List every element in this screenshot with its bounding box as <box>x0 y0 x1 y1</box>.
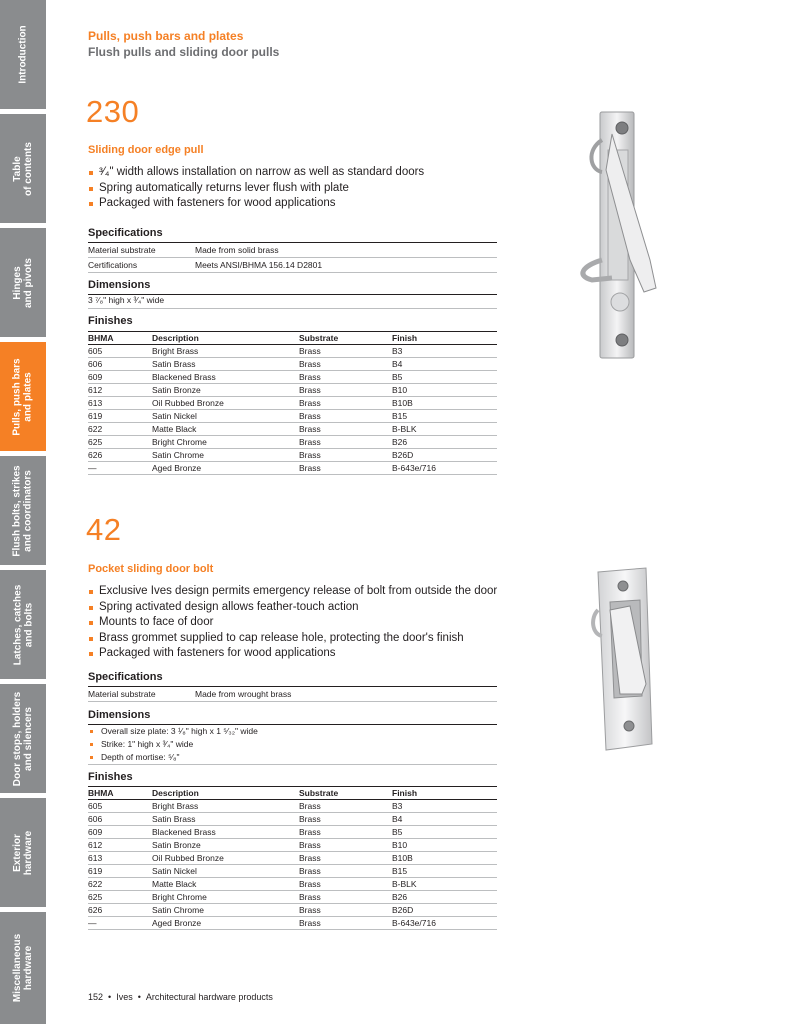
tab-label: Hinges <box>12 265 24 300</box>
tab-label: Exterior <box>12 833 23 872</box>
tab-label-line2: and silencers <box>23 706 35 771</box>
cell: 612 <box>88 839 152 852</box>
door-bolt-illustration <box>590 566 660 754</box>
cell: Brass <box>299 839 392 852</box>
cell: Brass <box>299 878 392 891</box>
dimensions-title: Dimensions <box>88 279 151 291</box>
column-header: Description <box>152 332 299 345</box>
cell: B4 <box>392 813 497 826</box>
feature-list <box>88 584 497 662</box>
footer-title: Architectural hardware products <box>145 992 273 1002</box>
cell: — <box>88 462 152 475</box>
cell: Brass <box>299 436 392 449</box>
cell: 606 <box>88 813 152 826</box>
cell: 606 <box>88 358 152 371</box>
feature-list <box>88 165 424 212</box>
cell: Brass <box>299 826 392 839</box>
table-row <box>88 462 497 475</box>
page-subcategory: Flush pulls and sliding door pulls <box>88 45 280 59</box>
table-row <box>88 813 497 826</box>
sidebar-tab-miscellaneous[interactable] <box>0 912 46 1024</box>
cell: B-643e/716 <box>392 462 497 475</box>
cell: 605 <box>88 800 152 813</box>
cell: 619 <box>88 865 152 878</box>
cell: Satin Brass <box>152 358 299 371</box>
cell: Oil Rubbed Bronze <box>152 852 299 865</box>
cell: 625 <box>88 436 152 449</box>
tab-label-line2: and coordinators <box>23 469 35 552</box>
cell: — <box>88 917 152 930</box>
cell: Satin Brass <box>152 813 299 826</box>
spec-key: Material substrate <box>88 689 156 699</box>
dimension-item: Depth of mortise: ⁵⁄₈" <box>88 751 497 764</box>
cell: Brass <box>299 917 392 930</box>
table-row <box>88 917 497 930</box>
footer-brand: Ives <box>116 992 133 1002</box>
cell: B15 <box>392 410 497 423</box>
cell: Brass <box>299 345 392 358</box>
cell: Aged Bronze <box>152 462 299 475</box>
cell: Brass <box>299 410 392 423</box>
table-row <box>88 891 497 904</box>
cell: Blackened Brass <box>152 826 299 839</box>
cell: Satin Chrome <box>152 904 299 917</box>
spec-key: Material substrate <box>88 245 156 255</box>
cell: Brass <box>299 462 392 475</box>
feature-item: Brass grommet supplied to cap release hole, protecting the door's finish <box>88 631 497 647</box>
page-footer <box>88 992 273 1002</box>
cell: B3 <box>392 345 497 358</box>
sidebar-tab-introduction[interactable] <box>0 0 46 109</box>
cell: Brass <box>299 800 392 813</box>
table-row <box>88 800 497 813</box>
footer-separator: • <box>108 992 112 1002</box>
product-name: Pocket sliding door bolt <box>88 563 214 575</box>
feature-item: Exclusive Ives design permits emergency release of bolt from outside the door <box>88 584 497 600</box>
table-row <box>88 449 497 462</box>
cell: 622 <box>88 878 152 891</box>
cell: B26D <box>392 904 497 917</box>
feature-item: Packaged with fasteners for wood applications <box>88 646 497 662</box>
cell: Satin Bronze <box>152 384 299 397</box>
feature-item: Mounts to face of door <box>88 615 497 631</box>
page-category: Pulls, push bars and plates <box>88 29 244 43</box>
sidebar-tab-latches[interactable] <box>0 570 46 679</box>
feature-item: Spring activated design allows feather-touch action <box>88 600 497 616</box>
sidebar-tab-hinges[interactable] <box>0 228 46 337</box>
cell: Brass <box>299 358 392 371</box>
tab-label-line2: hardware <box>23 830 34 875</box>
tab-label: Pulls, push bars <box>12 357 23 436</box>
cell: Brass <box>299 891 392 904</box>
feature-item: ³⁄₄" width allows installation on narrow as well as standard doors <box>88 165 424 181</box>
cell: Brass <box>299 813 392 826</box>
finishes-table <box>88 332 497 475</box>
cell: Brass <box>299 904 392 917</box>
footer-separator: • <box>137 992 141 1002</box>
cell: Matte Black <box>152 878 299 891</box>
table-row <box>88 358 497 371</box>
tab-label: Table <box>12 155 24 182</box>
cell: Satin Bronze <box>152 839 299 852</box>
tab-label-line2: and plates <box>23 371 34 422</box>
table-row <box>88 436 497 449</box>
spec-row <box>88 243 497 258</box>
cell: Blackened Brass <box>152 371 299 384</box>
column-header: Finish <box>392 787 497 800</box>
spec-row <box>88 687 497 702</box>
cell: B4 <box>392 358 497 371</box>
finishes-table <box>88 787 497 930</box>
dimension-value: 3 ⁷⁄₈" high x ³⁄₄" wide <box>88 295 497 309</box>
tab-label-line2: hardware <box>23 945 35 991</box>
dimensions-title: Dimensions <box>88 709 151 721</box>
spec-row <box>88 258 497 273</box>
sidebar-tab-flush-bolts[interactable] <box>0 456 46 565</box>
cell: B26D <box>392 449 497 462</box>
table-row <box>88 826 497 839</box>
cell: Satin Nickel <box>152 865 299 878</box>
finishes-title: Finishes <box>88 771 133 783</box>
table-row <box>88 878 497 891</box>
cell: Bright Chrome <box>152 891 299 904</box>
cell: Brass <box>299 865 392 878</box>
table-row <box>88 410 497 423</box>
cell: Brass <box>299 371 392 384</box>
cell: Bright Brass <box>152 800 299 813</box>
tab-label: Latches, catches <box>12 584 24 665</box>
sidebar-tab-pulls[interactable] <box>0 342 46 451</box>
tab-label-line2: of contents <box>23 141 35 196</box>
cell: 612 <box>88 384 152 397</box>
cell: B-BLK <box>392 423 497 436</box>
cell: Brass <box>299 423 392 436</box>
specifications-title: Specifications <box>88 227 163 239</box>
spec-value: Meets ANSI/BHMA 156.14 D2801 <box>195 260 323 270</box>
cell: 609 <box>88 371 152 384</box>
sidebar-tab-exterior[interactable] <box>0 798 46 907</box>
dimension-item: Overall size plate: 3 ¹⁄₈" high x 1 ⁵⁄₃₂" wide <box>88 725 497 738</box>
spec-value: Made from solid brass <box>195 245 279 255</box>
cell: B3 <box>392 800 497 813</box>
cell: 605 <box>88 345 152 358</box>
product-model-number: 230 <box>86 94 140 129</box>
table-row <box>88 904 497 917</box>
cell: B5 <box>392 371 497 384</box>
table-row <box>88 384 497 397</box>
page-number: 152 <box>88 992 104 1002</box>
cell: Bright Chrome <box>152 436 299 449</box>
table-row <box>88 852 497 865</box>
cell: 622 <box>88 423 152 436</box>
sidebar-tab-table-of-contents[interactable] <box>0 114 46 223</box>
section-sidebar <box>0 0 46 1024</box>
cell: Aged Bronze <box>152 917 299 930</box>
cell: B15 <box>392 865 497 878</box>
table-row <box>88 865 497 878</box>
cell: Matte Black <box>152 423 299 436</box>
cell: B-BLK <box>392 878 497 891</box>
tab-label: Miscellaneous <box>12 933 24 1003</box>
edge-pull-illustration <box>572 110 662 362</box>
spec-value: Made from wrought brass <box>195 689 292 699</box>
product-model-number: 42 <box>86 512 122 547</box>
cell: B10 <box>392 839 497 852</box>
spec-key: Certifications <box>88 260 138 270</box>
dimension-item: Strike: 1" high x ³⁄₄" wide <box>88 738 497 751</box>
cell: Brass <box>299 397 392 410</box>
tab-label: Introduction <box>17 25 29 84</box>
finishes-title: Finishes <box>88 315 133 327</box>
table-row <box>88 423 497 436</box>
table-row <box>88 839 497 852</box>
column-header: BHMA <box>88 787 152 800</box>
cell: 613 <box>88 397 152 410</box>
table-header-row <box>88 787 497 800</box>
cell: Brass <box>299 449 392 462</box>
tab-label-line2: and bolts <box>23 602 35 647</box>
cell: 609 <box>88 826 152 839</box>
tab-label-line2: and pivots <box>23 257 35 308</box>
cell: Satin Chrome <box>152 449 299 462</box>
dimension-list <box>88 725 497 765</box>
column-header: Description <box>152 787 299 800</box>
tab-label: Flush bolts, strikes <box>12 464 24 557</box>
feature-item: Spring automatically returns lever flush with plate <box>88 181 424 197</box>
product-name: Sliding door edge pull <box>88 144 204 156</box>
table-row <box>88 397 497 410</box>
cell: Oil Rubbed Bronze <box>152 397 299 410</box>
cell: 613 <box>88 852 152 865</box>
cell: B26 <box>392 891 497 904</box>
cell: 625 <box>88 891 152 904</box>
table-header-row <box>88 332 497 345</box>
door-bolt-image <box>590 566 660 759</box>
table-row <box>88 371 497 384</box>
cell: 626 <box>88 449 152 462</box>
cell: B5 <box>392 826 497 839</box>
column-header: BHMA <box>88 332 152 345</box>
cell: Satin Nickel <box>152 410 299 423</box>
cell: B10B <box>392 852 497 865</box>
cell: Bright Brass <box>152 345 299 358</box>
cell: B26 <box>392 436 497 449</box>
cell: Brass <box>299 852 392 865</box>
cell: B-643e/716 <box>392 917 497 930</box>
table-row <box>88 345 497 358</box>
specifications-title: Specifications <box>88 671 163 683</box>
cell: 619 <box>88 410 152 423</box>
edge-pull-image <box>572 110 662 367</box>
cell: 626 <box>88 904 152 917</box>
column-header: Finish <box>392 332 497 345</box>
sidebar-tab-door-stops[interactable] <box>0 684 46 793</box>
cell: Brass <box>299 384 392 397</box>
cell: B10B <box>392 397 497 410</box>
column-header: Substrate <box>299 332 392 345</box>
column-header: Substrate <box>299 787 392 800</box>
tab-label: Door stops, holders <box>12 691 24 786</box>
cell: B10 <box>392 384 497 397</box>
feature-item: Packaged with fasteners for wood applications <box>88 196 424 212</box>
